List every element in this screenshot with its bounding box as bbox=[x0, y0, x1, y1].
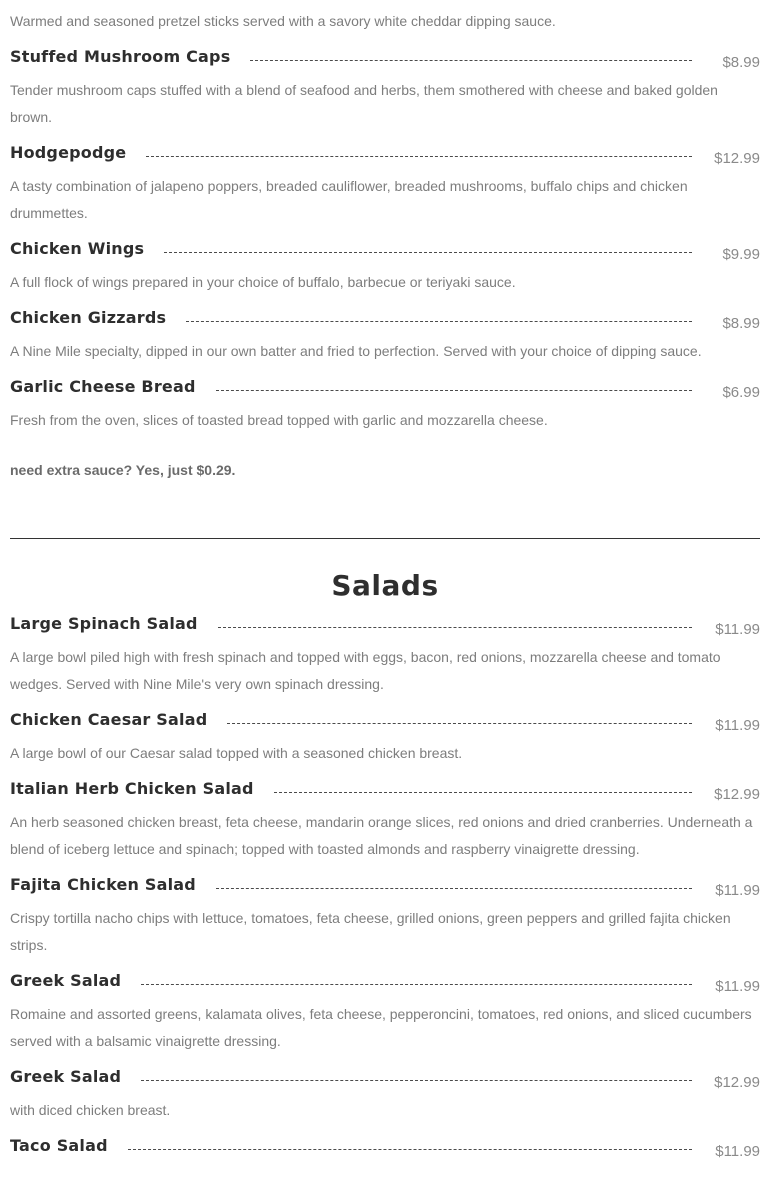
item-price: $11.99 bbox=[715, 1142, 760, 1160]
item-name: Fajita Chicken Salad bbox=[10, 874, 196, 894]
item-description: A full flock of wings prepared in your choice of buffalo, barbecue or teriyaki sauce. bbox=[10, 274, 516, 290]
item-price: $12.99 bbox=[714, 1073, 760, 1091]
menu-item bbox=[10, 135, 760, 227]
item-name: Garlic Cheese Bread bbox=[10, 376, 196, 396]
dotted-leader bbox=[216, 390, 692, 391]
item-description: Warmed and seasoned pretzel sticks served with a savory white cheddar dipping sauce. bbox=[10, 13, 556, 29]
item-price: $6.99 bbox=[722, 383, 760, 401]
item-price: $9.99 bbox=[722, 245, 760, 263]
dotted-leader bbox=[141, 1080, 692, 1081]
menu-item bbox=[10, 963, 760, 1055]
item-description: Romaine and assorted greens, kalamata olives, feta cheese, pepperoncini, tomatoes, red onions, and sliced cucumbers served with a balsamic vinaigrette dressing. bbox=[10, 1006, 752, 1049]
item-description: Tender mushroom caps stuffed with a blend of seafood and herbs, them smothered with cheese and baked golden brown. bbox=[10, 82, 718, 125]
dotted-leader bbox=[274, 792, 692, 793]
item-name: Chicken Caesar Salad bbox=[10, 709, 208, 729]
item-name: Stuffed Mushroom Caps bbox=[10, 46, 231, 66]
item-name: Hodgepodge bbox=[10, 142, 127, 162]
menu-item bbox=[10, 1059, 760, 1124]
item-price: $8.99 bbox=[722, 314, 760, 332]
item-name: Large Spinach Salad bbox=[10, 613, 198, 633]
item-name: Greek Salad bbox=[10, 1066, 122, 1086]
menu-item bbox=[10, 606, 760, 698]
menu-item bbox=[10, 300, 760, 365]
item-description: A Nine Mile specialty, dipped in our own batter and fried to perfection. Served with your choice of dipping sauce. bbox=[10, 343, 702, 359]
item-price: $11.99 bbox=[715, 977, 760, 995]
item-name: Chicken Wings bbox=[10, 238, 145, 258]
item-name: Greek Salad bbox=[10, 970, 122, 990]
menu-item bbox=[10, 231, 760, 296]
menu-item bbox=[10, 867, 760, 959]
extra-sauce-note: need extra sauce? Yes, just $0.29. bbox=[10, 462, 236, 478]
item-description: A tasty combination of jalapeno poppers, breaded cauliflower, breaded mushrooms, buffalo chips and chicken drummettes. bbox=[10, 178, 688, 221]
item-name: Italian Herb Chicken Salad bbox=[10, 778, 254, 798]
dotted-leader bbox=[146, 156, 692, 157]
item-description: with diced chicken breast. bbox=[10, 1102, 171, 1118]
dotted-leader bbox=[218, 627, 692, 628]
dotted-leader bbox=[216, 888, 692, 889]
section-divider bbox=[10, 538, 760, 539]
menu-page bbox=[10, 0, 760, 1162]
dotted-leader bbox=[250, 60, 692, 61]
dotted-leader bbox=[227, 723, 692, 724]
item-description: Fresh from the oven, slices of toasted bread topped with garlic and mozzarella cheese. bbox=[10, 412, 548, 428]
section-title: Salads bbox=[331, 569, 439, 602]
dotted-leader bbox=[128, 1149, 692, 1150]
dotted-leader bbox=[164, 252, 692, 253]
item-description: An herb seasoned chicken breast, feta cheese, mandarin orange slices, red onions and dried cranberries. Underneath a blend of iceberg lettuce and spinach; topped with toasted almonds and raspberry vinaigrette dressing. bbox=[10, 814, 753, 857]
dotted-leader bbox=[186, 321, 692, 322]
item-description: Crispy tortilla nacho chips with lettuce, tomatoes, feta cheese, grilled onions, green peppers and grilled fajita chicken strips. bbox=[10, 910, 731, 953]
item-description: A large bowl piled high with fresh spinach and topped with eggs, bacon, red onions, mozzarella cheese and tomato wedges. Served with Nine Mile's very own spinach dressing. bbox=[10, 649, 721, 692]
item-name: Taco Salad bbox=[10, 1135, 108, 1155]
menu-item bbox=[10, 369, 760, 434]
dotted-leader bbox=[141, 984, 692, 985]
item-price: $12.99 bbox=[714, 785, 760, 803]
menu-item bbox=[10, 1128, 760, 1162]
menu-item bbox=[10, 39, 760, 131]
menu-item bbox=[10, 702, 760, 767]
item-price: $12.99 bbox=[714, 149, 760, 167]
menu-item bbox=[10, 771, 760, 863]
item-price: $11.99 bbox=[715, 881, 760, 899]
item-price: $11.99 bbox=[715, 716, 760, 734]
item-price: $8.99 bbox=[722, 53, 760, 71]
item-description: A large bowl of our Caesar salad topped with a seasoned chicken breast. bbox=[10, 745, 463, 761]
item-price: $11.99 bbox=[715, 620, 760, 638]
item-name: Chicken Gizzards bbox=[10, 307, 167, 327]
